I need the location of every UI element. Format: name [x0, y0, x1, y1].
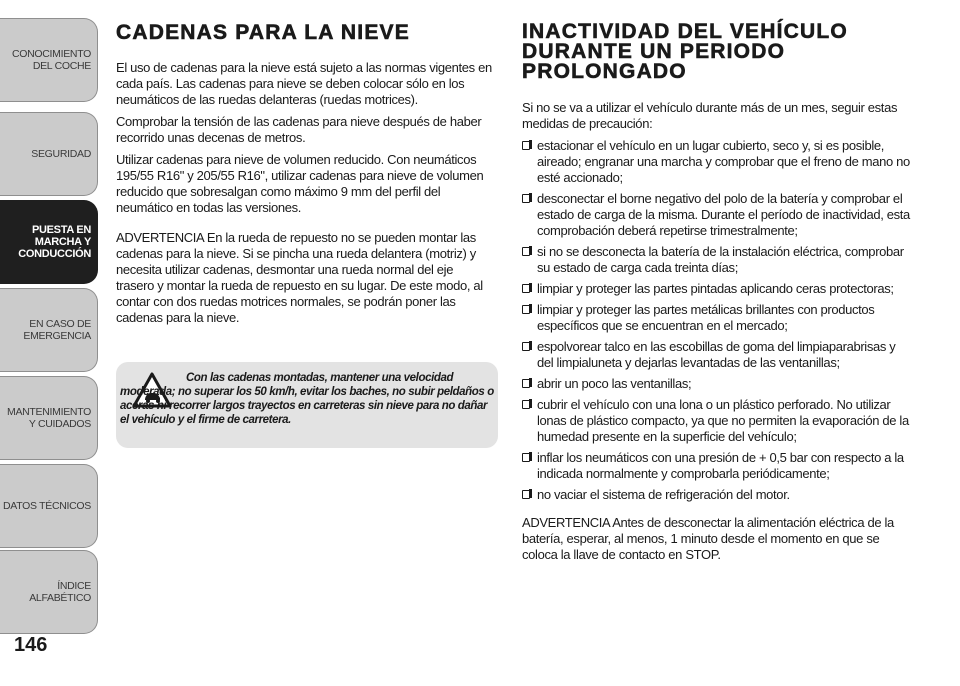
checkbox-bullet-icon — [522, 490, 530, 499]
list-item: abrir un poco las ventanillas; — [522, 376, 914, 392]
checkbox-bullet-icon — [522, 379, 530, 388]
paragraph: Utilizar cadenas para nieve de volumen reducido. Con neumáticos 195/55 R16" y 205/55 R16", utilizar cadenas para nieve de volumen reducido que sobresalgan como máximo 9 mm del perfil del neumático en todas las versiones. — [116, 152, 484, 215]
tab-label: ÍNDICE ALFABÉTICO — [29, 580, 91, 604]
section-title-inactividad: INACTIVIDAD DEL VEHÍCULO DURANTE UN PERIODO PROLONGADO — [522, 20, 848, 83]
precaution-list — [522, 138, 914, 503]
list-item: si no se desconecta la batería de la instalación eléctrica, comprobar su estado de carga cada treinta días; — [522, 244, 914, 276]
tab-en-caso-de-emergencia[interactable] — [0, 288, 98, 372]
list-item: estacionar el vehículo en un lugar cubierto, seco y, si es posible, aireado; engranar una marcha y comprobar que el freno de mano no esté accionado; — [522, 138, 914, 186]
tab-label: PUESTA EN MARCHA Y CONDUCCIÓN — [18, 224, 91, 260]
list-item: desconectar el borne negativo del polo de la batería y comprobar el estado de carga de la misma. Durante el período de inactividad, esta comprobación deberá repetirse trimestralmente; — [522, 191, 914, 239]
checkbox-bullet-icon — [522, 400, 530, 409]
list-item: limpiar y proteger las partes pintadas aplicando ceras protectoras; — [522, 281, 914, 297]
page-number: 146 — [14, 634, 48, 656]
section-body-cadenas — [116, 60, 494, 332]
list-item: espolvorear talco en las escobillas de goma del limpiaparabrisas y del limpialuneta y dejarlas levantadas de las ventanillas; — [522, 339, 914, 371]
checkbox-bullet-icon — [522, 342, 530, 351]
list-item: inflar los neumáticos con una presión de + 0,5 bar con respecto a la indicada normalmente y comprobarla periódicamente; — [522, 450, 914, 482]
tab-label: DATOS TÉCNICOS — [3, 500, 91, 512]
checkbox-bullet-icon — [522, 453, 530, 462]
section-title-cadenas: CADENAS PARA LA NIEVE — [116, 21, 410, 44]
tab-mantenimiento[interactable] — [0, 376, 98, 460]
warning-text: Con las cadenas montadas, mantener una velocidad moderada; no superar los 50 km/h, evitar los baches, no subir peldaños o aceras ni recorrer largos trayectos en carreteras sin nieve para no dañar el vehículo y el firme de carretera. — [120, 372, 494, 426]
tab-indice-alfabetico[interactable] — [0, 550, 98, 634]
paragraph: El uso de cadenas para la nieve está sujeto a las normas vigentes en cada país. Las cadenas para nieve se deben colocar sólo en los neumáticos de las ruedas delanteras (ruedas motrices). — [116, 60, 492, 107]
tab-puesta-en-marcha[interactable] — [0, 200, 98, 284]
checkbox-bullet-icon — [522, 141, 530, 150]
checkbox-bullet-icon — [522, 194, 530, 203]
section-body-inactividad — [522, 100, 914, 569]
tab-seguridad[interactable] — [0, 112, 98, 196]
tab-datos-tecnicos[interactable] — [0, 464, 98, 548]
advertencia-paragraph: ADVERTENCIA En la rueda de repuesto no se pueden montar las cadenas para la nieve. Si se pincha una rueda delantera (motriz) y necesita utilizar cadenas, desmontar una rueda normal del eje trasero y montar la rueda de repuesto en su lugar. De este modo, al contar con dos ruedas motrices normales, se podrán poner las cadenas para la nieve. — [116, 230, 483, 325]
intro-paragraph: Si no se va a utilizar el vehículo durante más de un mes, seguir estas medidas de precaución: — [522, 100, 898, 131]
tab-label: CONOCIMIENTO DEL COCHE — [11, 48, 91, 72]
checkbox-bullet-icon — [522, 305, 530, 314]
tab-label: SEGURIDAD — [31, 148, 91, 160]
list-item: no vaciar el sistema de refrigeración del motor. — [522, 487, 914, 503]
list-item: cubrir el vehículo con una lona o un plástico perforado. No utilizar lonas de plástico compacto, ya que no permiten la evaporación de la humedad presente en la superficie del vehículo; — [522, 397, 914, 445]
list-item: limpiar y proteger las partes metálicas brillantes con productos específicos que se encuentran en el mercado; — [522, 302, 914, 334]
tab-label: EN CASO DE EMERGENCIA — [23, 318, 91, 342]
checkbox-bullet-icon — [522, 247, 530, 256]
checkbox-bullet-icon — [522, 284, 530, 293]
advertencia-note: ADVERTENCIA Antes de desconectar la alimentación eléctrica de la batería, esperar, al menos, 1 minuto desde el momento en que se coloca la llave de contacto en STOP. — [522, 515, 894, 562]
paragraph: Comprobar la tensión de las cadenas para nieve después de haber recorrido unas decenas de metros. — [116, 114, 482, 145]
tab-conocimiento-del-coche[interactable] — [0, 18, 98, 102]
tab-label: MANTENIMIENTO Y CUIDADOS — [7, 406, 91, 430]
warning-box — [116, 362, 498, 448]
